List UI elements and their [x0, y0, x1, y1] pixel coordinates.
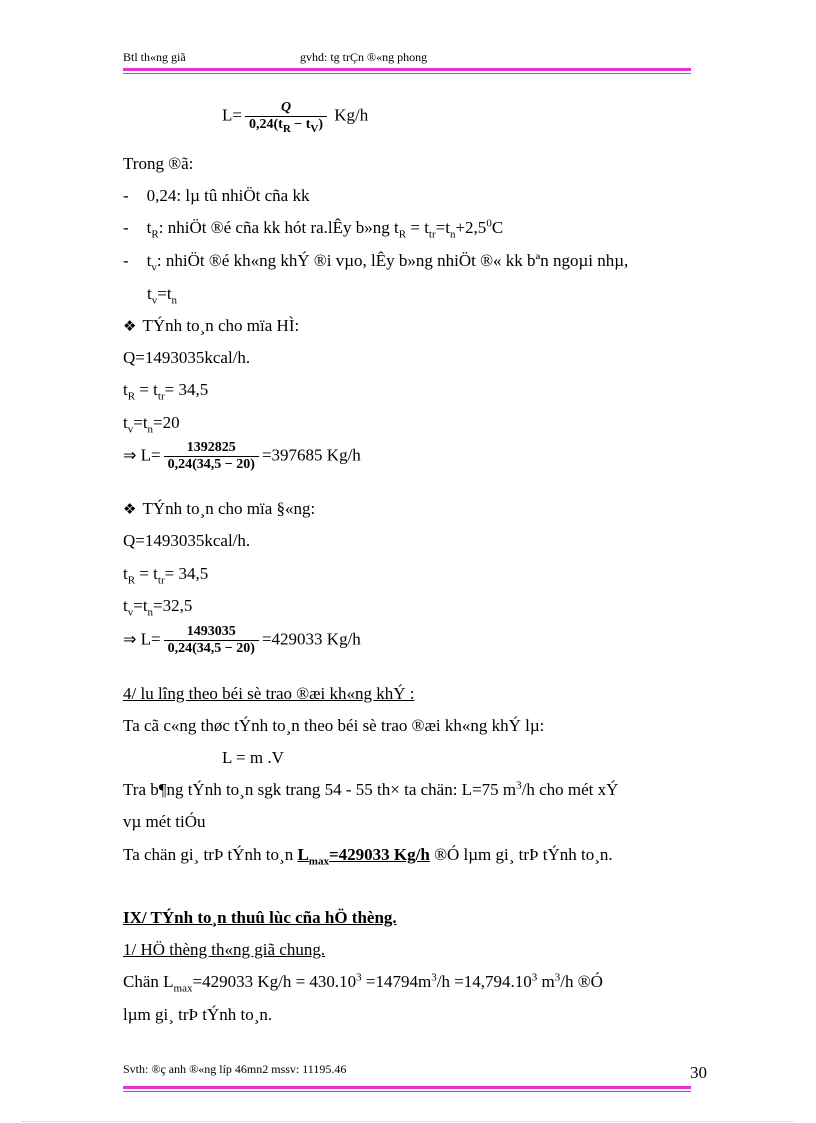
header-left: Btl th«ng giã: [123, 50, 186, 64]
implies-arrow-icon: ⇒: [123, 629, 137, 649]
bullet-1: - 0,24: lµ tû nhiÖt cña kk: [123, 186, 310, 205]
formula-main-fraction: $\frac{Q}{0,24(t_R - t_V)}$: [245, 100, 327, 133]
header-rule-thin: [123, 73, 691, 74]
winter-tv: $t_v=t_n=32,5$: [123, 596, 193, 619]
footer-rule-thin: [123, 1091, 691, 1092]
summer-tr: $t_R = t_{tr}= 34,5$: [123, 380, 209, 403]
section9-line2: lµm gi¸ trÞ tÝnh to¸n.: [123, 1005, 273, 1024]
section4-heading: 4/ lu lîng theo béi sè trao ®æi kh«ng khÝ :: [123, 684, 415, 703]
formula-main: L= $\frac{Q}{0,24(t_R - t_V)}$ Kg/h: [222, 100, 369, 135]
section4-line2: Tra b¶ng tÝnh to¸n sgk trang 54 - 55 th× ta chän: L=75 $m^3/h$ cho mét xÝ: [123, 779, 619, 799]
diamond-bullet-icon: ❖: [123, 317, 137, 335]
section4-line1: Ta cã c«ng thøc tÝnh to¸n theo béi sè trao ®æi kh«ng khÝ lµ:: [123, 716, 545, 735]
section9-heading: IX/ TÝnh to¸n thuû lùc cña hÖ thèng.: [123, 908, 397, 927]
section4-line3: vµ mét tiÓu: [123, 812, 206, 831]
trong-do: Trong ®ã:: [123, 154, 194, 173]
winter-title: ❖ TÝnh to¸n cho mïa §«ng:: [123, 499, 316, 518]
section9-subheading: 1/ HÖ thèng th«ng giã chung.: [123, 940, 326, 959]
winter-tr: $t_R = t_{tr}= 34,5$: [123, 564, 209, 587]
footer-rule: [123, 1086, 691, 1089]
section4-formula: L = m .V: [222, 748, 284, 767]
bullet-3: - $t_v$: nhiÖt ®é kh«ng khÝ ®i vµo, lÊy b»ng nhiÖt ®« kk bªn ngoµi nhµ,: [123, 251, 629, 274]
summer-q: Q=1493035kcal/h.: [123, 348, 251, 367]
section4-line4: Ta chän gi¸ trÞ tÝnh to¸n $L_{max}=429033$ Kg/h ®Ó lµm gi¸ trÞ tÝnh to¸n.: [123, 845, 613, 868]
diamond-bullet-icon: ❖: [123, 500, 137, 518]
summer-title: ❖ TÝnh to¸n cho mïa HÌ:: [123, 316, 300, 335]
section9-line1: Chän $L_{max}=429033$ $Kg/h = 430.10^3 =14794m^3/h =14,794.10^3$ $m^3/h$ ®Ó: [123, 971, 603, 995]
header-rule: [123, 68, 691, 71]
bullet-2: - $t_R$: nhiÖt ®é cña kk hót ra.lÊy b»ng $t_R = t_{tr}=t_n+2,5^0C$: [123, 217, 504, 241]
bullet-3-cont: $t_v=t_n$: [147, 284, 178, 307]
winter-q: Q=1493035kcal/h.: [123, 531, 251, 550]
page-edge: [22, 1121, 794, 1122]
summer-tv: $t_v=t_n=20$: [123, 413, 180, 436]
winter-formula: ⇒ L= $\frac{1493035}{0,24(34,5 - 20)}$ =429033 Kg/h: [123, 624, 361, 656]
header-right: gvhd: tg trÇn ®«ng phong: [300, 50, 428, 64]
page-number: 30: [690, 1063, 707, 1082]
summer-formula: ⇒ L= $\frac{1392825}{0,24(34,5 - 20)}$ =397685 Kg/h: [123, 440, 361, 472]
footer-text: Svth: ®ç anh ®«ng líp 46mn2 mssv: 11195.46: [123, 1062, 347, 1076]
implies-arrow-icon: ⇒: [123, 445, 137, 465]
